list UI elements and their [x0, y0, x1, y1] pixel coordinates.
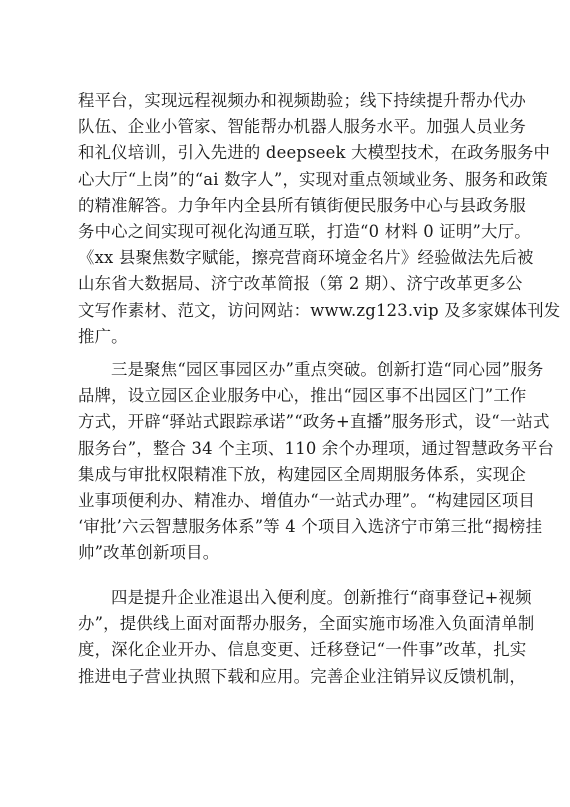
text-line: 的精准解答。力争年内全县所有镇街便民服务中心与县政务服: [78, 195, 526, 215]
paragraph-2: [78, 357, 555, 567]
text-line: 程平台，实现远程视频办和视频勘验；线下持续提升帮办代办: [78, 91, 526, 110]
text-line: 《xx 县聚焦数字赋能，擦亮营商环境金名片》经验做法先后被: [78, 248, 534, 268]
text-line: 度，深化企业开办、信息变更、迁移登记“一件事”改革，扎实: [78, 640, 527, 660]
text-line: 文写作素材、范文，访问网站：www.zg123.vip 及多家媒体刊发: [78, 300, 561, 320]
text-line: 品牌，设立园区企业服务中心，推出“园区事不出园区门”工作: [78, 386, 527, 406]
text-line: 和礼仪培训，引入先进的 deepseek 大模型技术，在政务服务中: [78, 143, 551, 163]
text-line: 集成与审批权限精准下放，构建园区全周期服务体系，实现企: [78, 464, 526, 484]
text-line: 推广。: [78, 326, 128, 346]
text-line: 山东省大数据局、济宁改革简报（第 2 期）、济宁改革更多公: [78, 274, 523, 294]
text-line: ‘审批’六云智慧服务体系”等 4 个项目入选济宁市第三批“揭榜挂: [78, 517, 543, 537]
text-line: 推进电子营业执照下载和应用。完善企业注销异议反馈机制，: [78, 666, 526, 686]
text-line: 四是提升企业准退出入便利度。创新推行“商事登记+视频: [111, 588, 532, 607]
text-line: 三是聚焦“园区事园区办”重点突破。创新打造“同心园”服务: [111, 360, 544, 379]
text-line: 方式，开辟“驿站式跟踪承诺”“政务+直播”服务形式，设“一站式: [78, 412, 550, 432]
paragraph-3: [78, 585, 535, 690]
text-line: 业事项便利办、精准办、增值办“一站式办理”。“构建园区项目: [78, 490, 536, 510]
text-line: 队伍、企业小管家、智能帮办机器人服务水平。加强人员业务: [78, 117, 526, 137]
text-line: 心大厅“上岗”的“ai 数字人”，实现对重点领域业务、服务和政策: [78, 169, 548, 189]
text-line: 帅”改革创新项目。: [78, 543, 220, 563]
text-line: 服务台”，整合 34 个主项、110 余个办理项，通过智慧政务平台: [78, 438, 555, 458]
text-line: 办”，提供线上面对面帮办服务，全面实施市场准入负面清单制: [78, 614, 535, 634]
paragraph-1: [78, 88, 561, 350]
text-line: 务中心之间实现可视化沟通互联，打造“0 材料 0 证明”大厅。: [78, 221, 531, 241]
